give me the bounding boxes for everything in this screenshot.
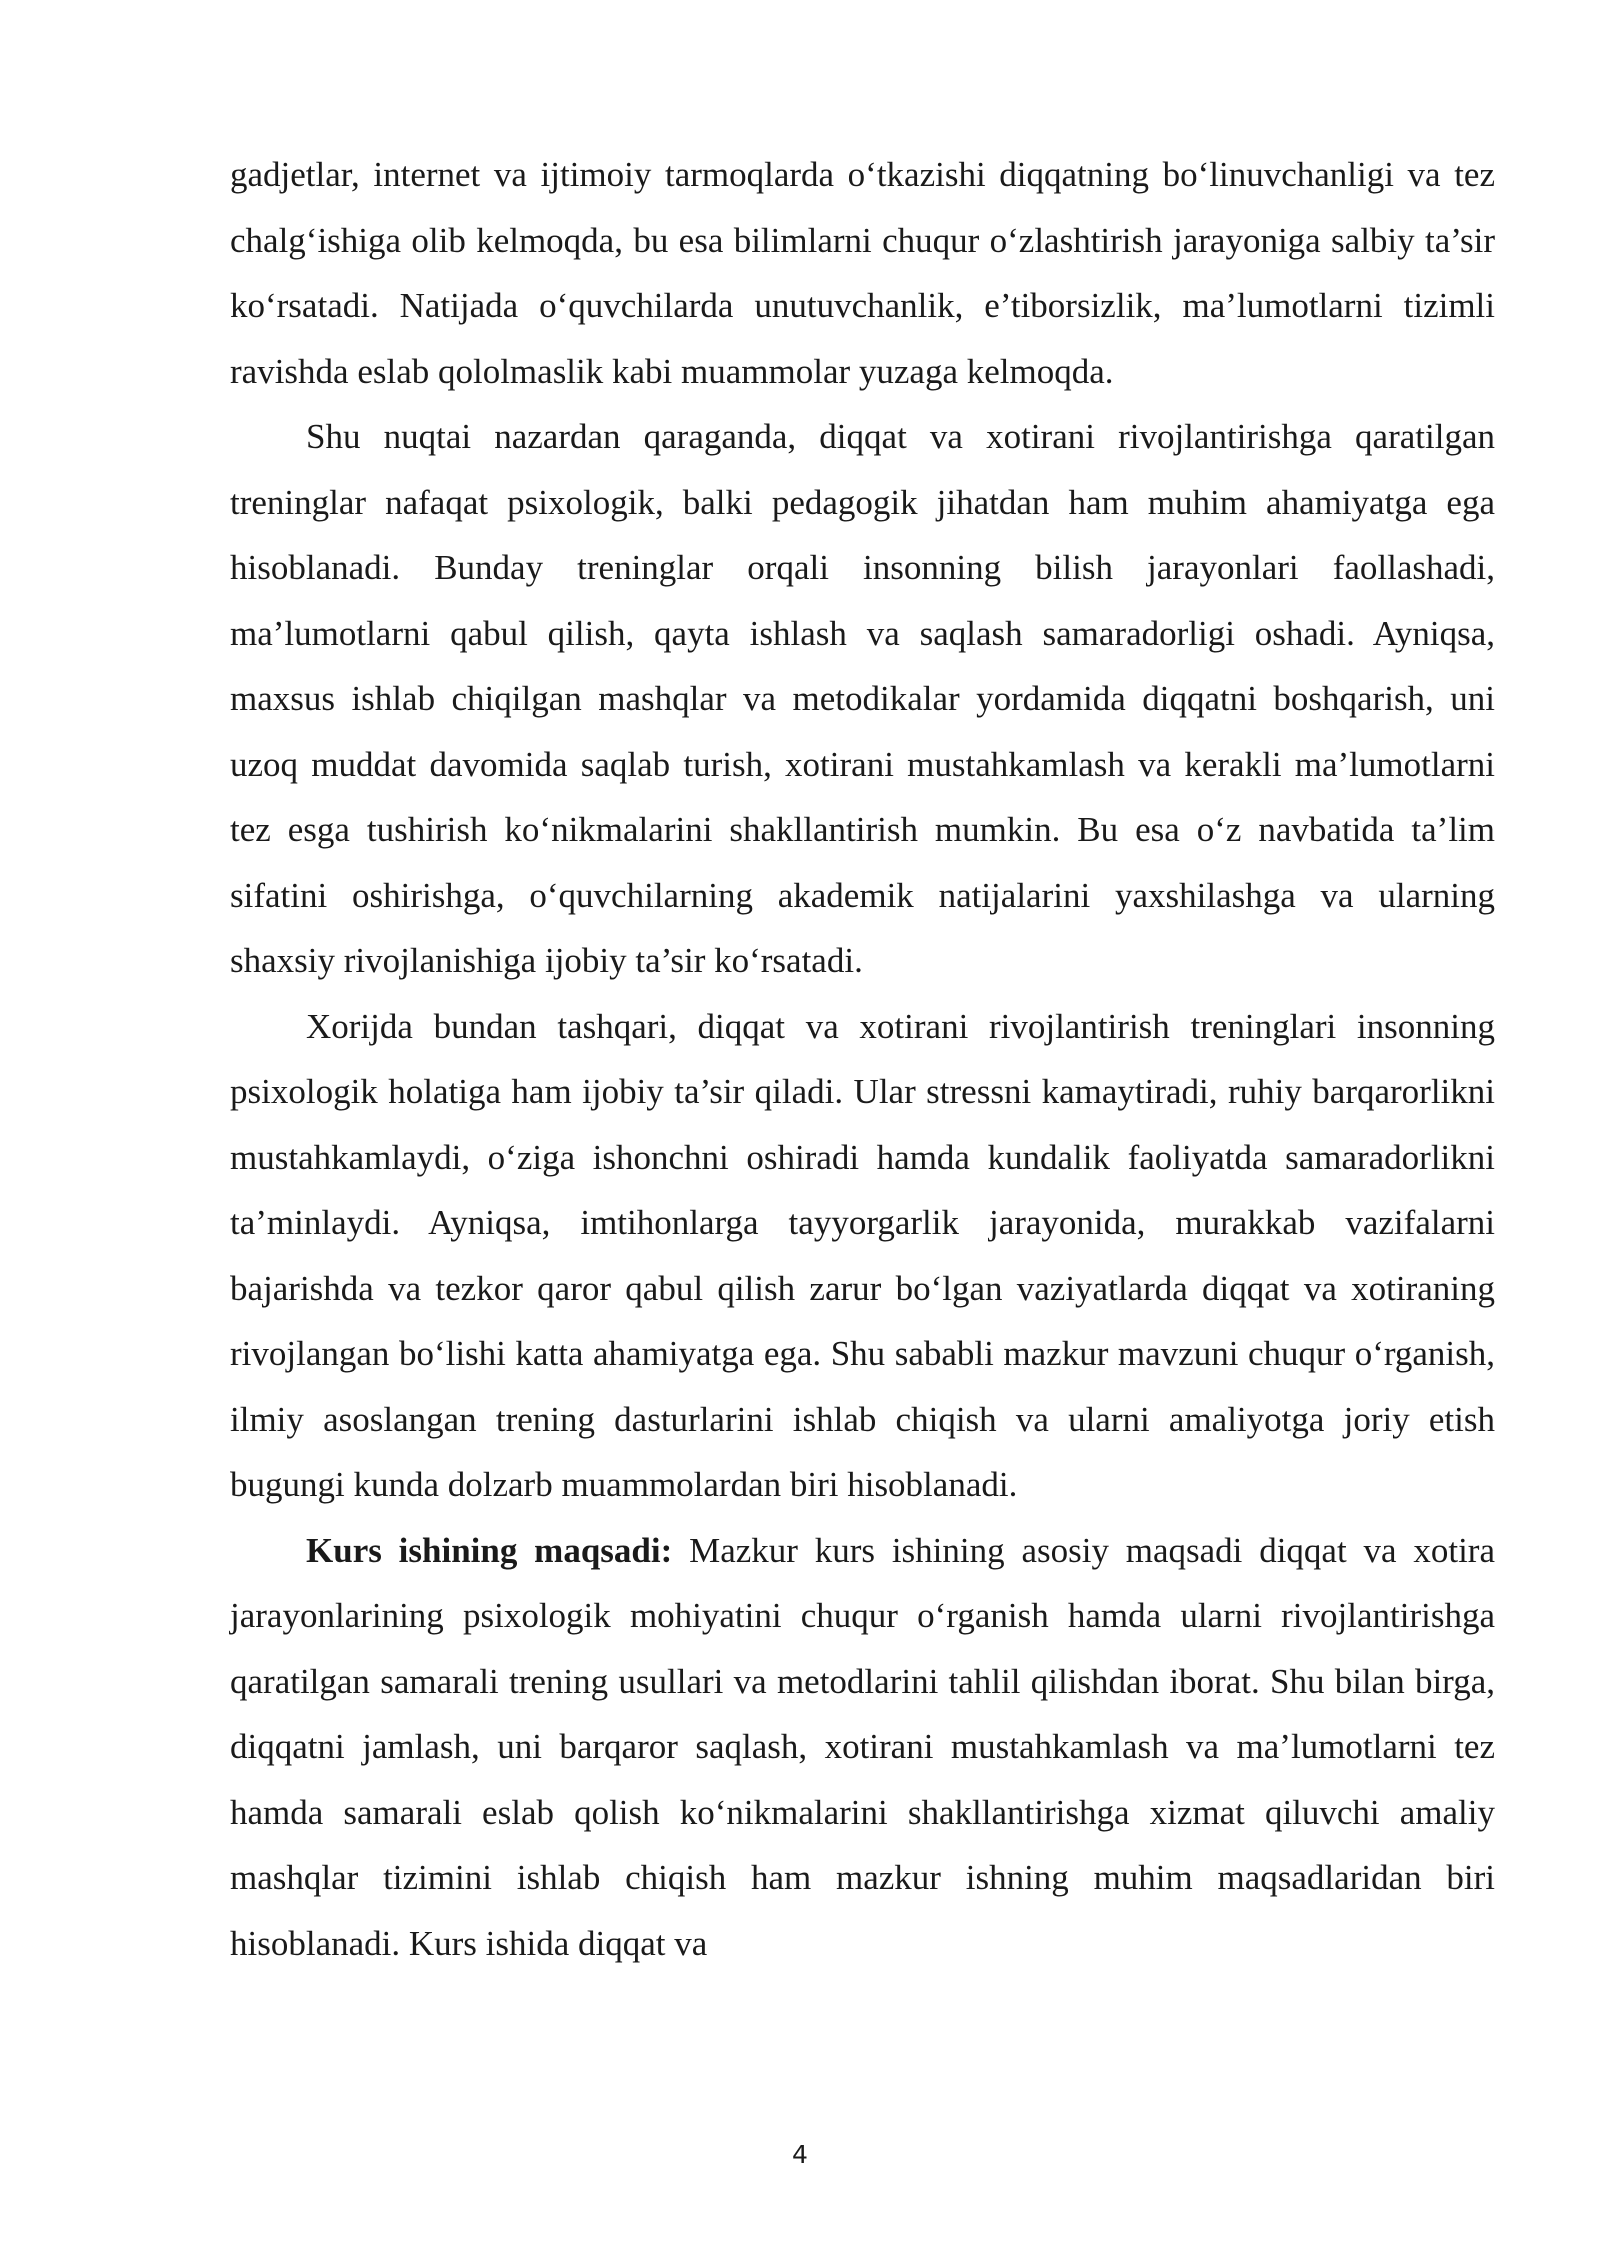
paragraph-4-text: Mazkur kurs ishining asosiy maqsadi diqqat va xotira jarayonlarining psixologik mohiyatini chuqur o‘rganish hamda ularni rivojlantirishga qaratilgan samarali trening usullari va metodlarini tahlil qilishdan iborat. Shu bilan birga, diqqatni jamlash, uni barqaror saqlash, xotirani mustahkamlash va ma’lumotlarni tez hamda samarali eslab qolish ko‘nikmalarini shakllantirishga xizmat qiluvchi amaliy mashqlar tizimini ishlab chiqish ham mazkur ishning muhim maqsadlaridan biri hisoblanadi. Kurs ishida diqqat va <box>230 1530 1495 1963</box>
page-number: 4 <box>792 2140 808 2169</box>
body-text <box>230 142 1495 1976</box>
paragraph-1 <box>230 142 1495 404</box>
paragraph-3 <box>230 994 1495 1518</box>
paragraph-2 <box>230 404 1495 994</box>
paragraph-3-text: Xorijda bundan tashqari, diqqat va xotirani rivojlantirish treninglari insonning psixologik holatiga ham ijobiy ta’sir qiladi. Ular stressni kamaytiradi, ruhiy barqarorlikni mustahkamlaydi, o‘ziga ishonchni oshiradi hamda kundalik faoliyatda samaradorlikni ta’minlaydi. Ayniqsa, imtihonlarga tayyorgarlik jarayonida, murakkab vazifalarni bajarishda va tezkor qaror qabul qilish zarur bo‘lgan vaziyatlarda diqqat va xotiraning rivojlangan bo‘lishi katta ahamiyatga ega. Shu sababli mazkur mavzuni chuqur o‘rganish, ilmiy asoslangan trening dasturlarini ishlab chiqish va ularni amaliyotga joriy etish bugungi kunda dolzarb muammolardan biri hisoblanadi. <box>230 1006 1495 1504</box>
course-goal-heading: Kurs ishining maqsadi: <box>306 1530 673 1570</box>
paragraph-1-text: gadjetlar, internet va ijtimoiy tarmoqlarda o‘tkazishi diqqatning bo‘linuvchanligi va tez chalg‘ishiga olib kelmoqda, bu esa bilimlarni chuqur o‘zlashtirish jarayoniga salbiy ta’sir ko‘rsatadi. Natijada o‘quvchilarda unutuvchanlik, e’tiborsizlik, ma’lumotlarni tizimli ravishda eslab qololmaslik kabi muammolar yuzaga kelmoqda. <box>230 155 1495 391</box>
paragraph-4 <box>230 1518 1495 1977</box>
paragraph-2-text: Shu nuqtai nazardan qaraganda, diqqat va xotirani rivojlantirishga qaratilgan treninglar nafaqat psixologik, balki pedagogik jihatdan ham muhim ahamiyatga ega hisoblanadi. Bunday treninglar orqali insonning bilish jarayonlari faollashadi, ma’lumotlarni qabul qilish, qayta ishlash va saqlash samaradorligi oshadi. Ayniqsa, maxsus ishlab chiqilgan mashqlar va metodikalar yordamida diqqatni boshqarish, uni uzoq muddat davomida saqlab turish, xotirani mustahkamlash va kerakli ma’lumotlarni tez esga tushirish ko‘nikmalarini shakllantirish mumkin. Bu esa o‘z navbatida ta’lim sifatini oshirishga, o‘quvchilarning akademik natijalarini yaxshilashga va ularning shaxsiy rivojlanishiga ijobiy ta’sir ko‘rsatadi. <box>230 417 1495 980</box>
